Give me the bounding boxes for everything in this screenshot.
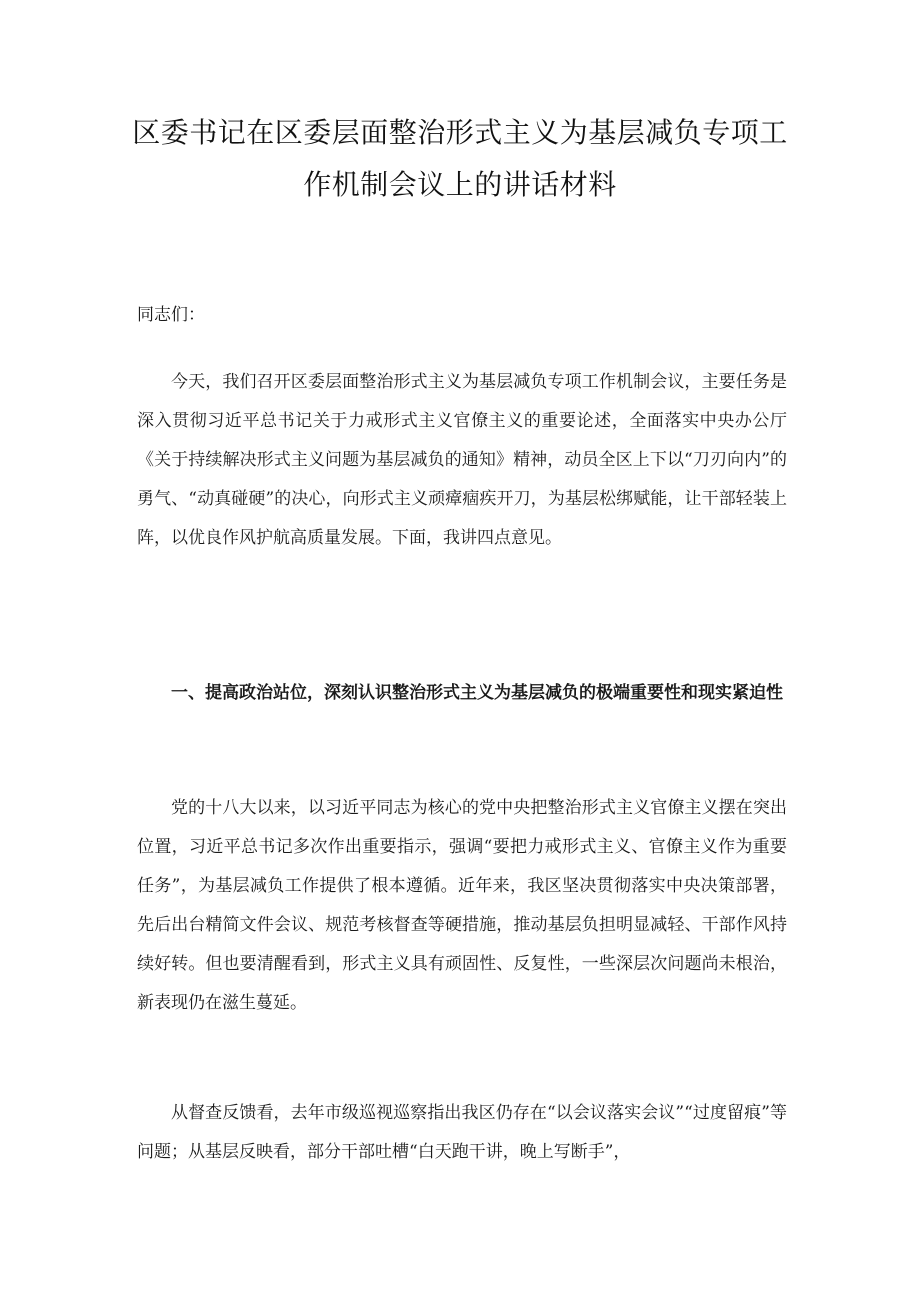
paragraph-section1-continued: 从督查反馈看，去年市级巡视巡察指出我区仍存在“以会议落实会议”“过度留痕”等问题；从基层反映看，部分干部吐槽“白天跑干讲，晚上写断手”， (137, 1103, 787, 1162)
paragraph-intro: 今天，我们召开区委层面整治形式主义为基层减负专项工作机制会议，主要任务是深入贯彻习近平总书记关于力戒形式主义官僚主义的重要论述，全面落实中央办公厅《关于持续解决形式主义问题为基层减负的通知》精神，动员全区上下以“刀刃向内”的勇气、“动真碰硬”的决心，向形式主义顽瘴痼疾开刀，为基层松绑赋能，让干部轻装上阵，以优良作风护航高质量发展。下面，我讲四点意见。 (137, 372, 787, 548)
salutation: 同志们： (137, 305, 205, 325)
paragraph-section1-body: 党的十八大以来，以习近平同志为核心的党中央把整治形式主义官僚主义摆在突出位置，习近平总书记多次作出重要指示，强调“要把力戒形式主义、官僚主义作为重要任务”，为基层减负工作提供了根本遵循。近年来，我区坚决贯彻落实中央决策部署，先后出台精简文件会议、规范考核督查等硬措施，推动基层负担明显减轻、干部作风持续好转。但也要清醒看到，形式主义具有顽固性、反复性，一些深层次问题尚未根治，新表现仍在滋生蔓延。 (137, 798, 787, 1013)
title-line-1: 区委书记在区委层面整治形式主义为基层减负专项工 (132, 116, 788, 149)
section-heading-1: 一、提高政治站位，深刻认识整治形式主义为基层减负的极端重要性和现实紧迫性 (171, 683, 783, 703)
title-line-2: 作机制会议上的讲话材料 (303, 168, 617, 201)
document-title (130, 107, 790, 211)
